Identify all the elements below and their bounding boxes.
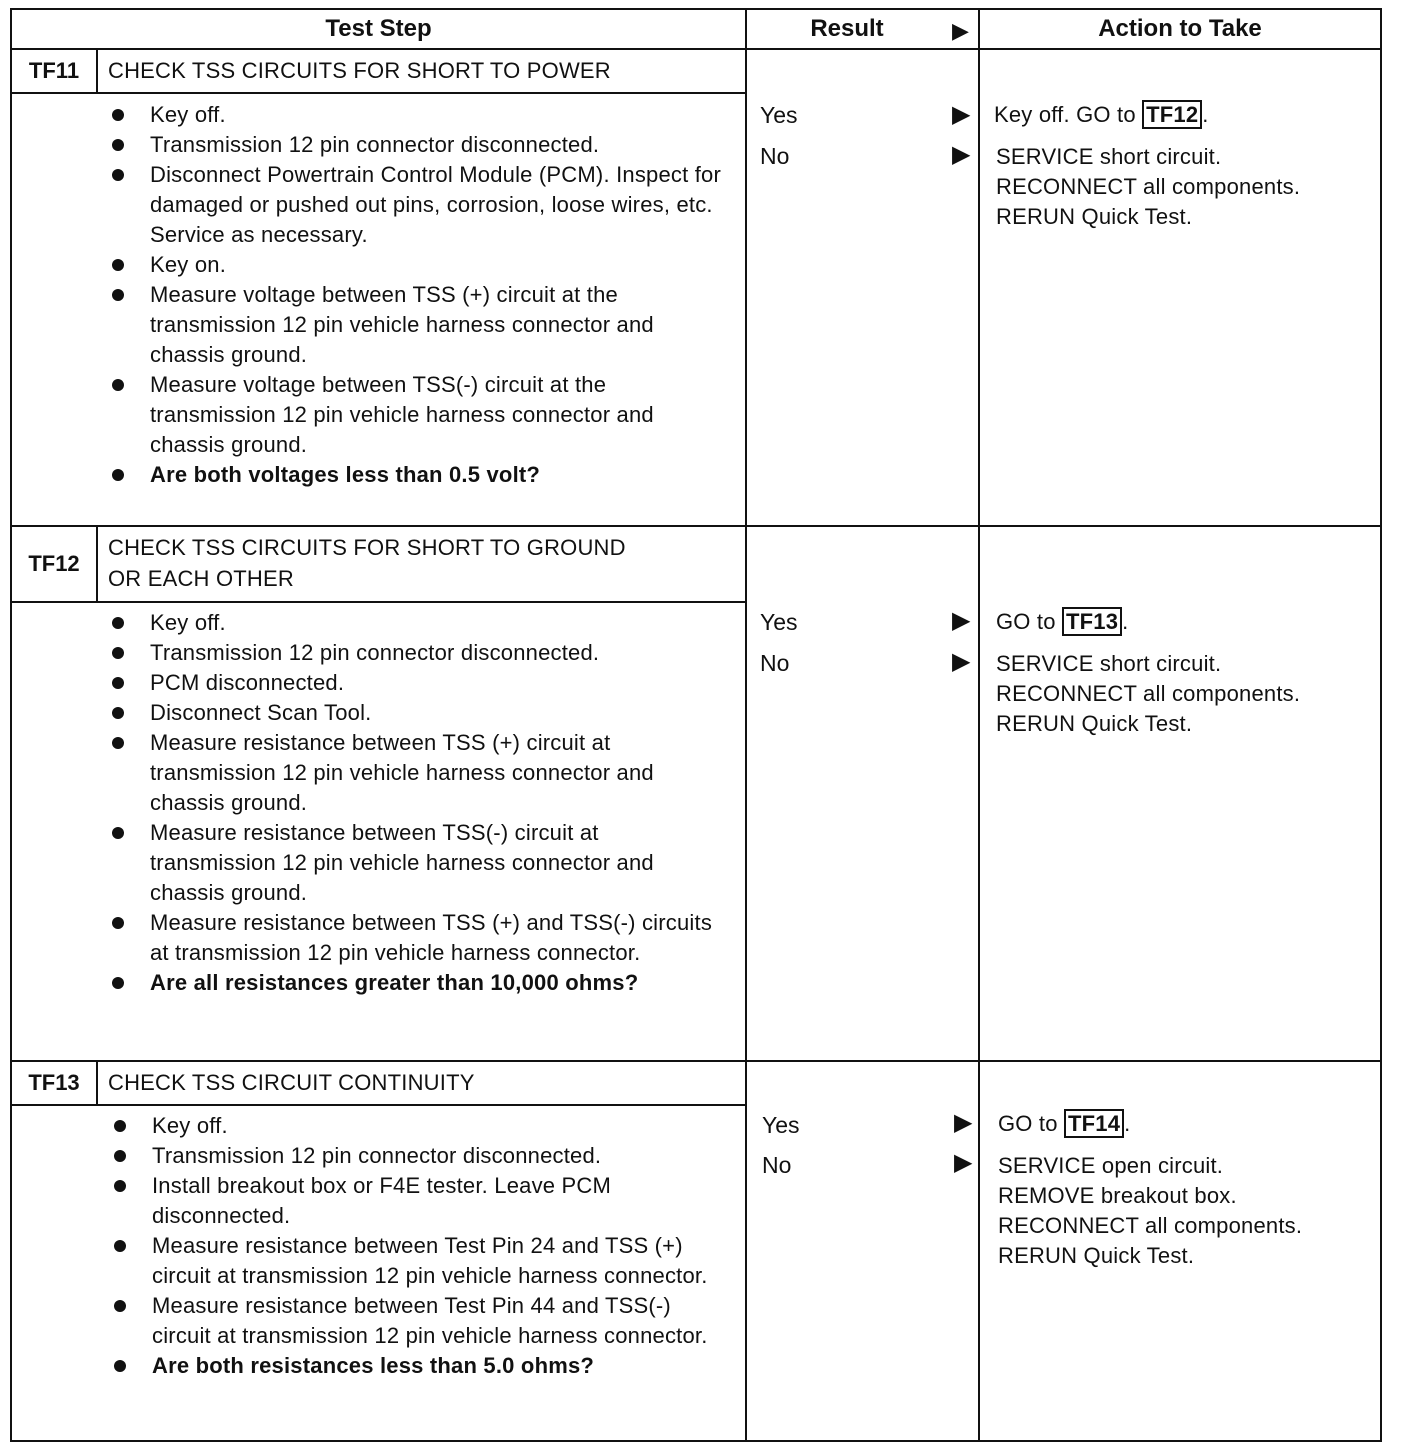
- action-line: RECONNECT all components.: [996, 174, 1301, 199]
- arrow-icon: ▶: [954, 1149, 973, 1176]
- step-title: CHECK TSS CIRCUIT CONTINUITY: [108, 1070, 475, 1095]
- action-line: SERVICE open circuit.: [998, 1153, 1224, 1178]
- step-question: Are both voltages less than 0.5 volt?: [110, 460, 730, 490]
- action-line: RERUN Quick Test.: [996, 711, 1193, 736]
- action-no: [998, 1151, 1378, 1271]
- action-suffix: .: [1122, 609, 1129, 634]
- list-item: Key on.: [110, 250, 730, 280]
- list-item: Measure resistance between Test Pin 24 and TSS (+) circuit at transmission 12 pin vehicle harness connector.: [112, 1231, 732, 1291]
- result-no: No: [760, 143, 790, 169]
- step-question: Are both resistances less than 5.0 ohms?: [112, 1351, 732, 1381]
- step-question: Are all resistances greater than 10,000 ohms?: [110, 968, 730, 998]
- step-reference-link[interactable]: TF14: [1064, 1109, 1124, 1138]
- step-reference-link[interactable]: TF12: [1142, 100, 1202, 129]
- result-yes: Yes: [760, 609, 798, 635]
- step-header-tf13: [12, 1060, 747, 1106]
- step-reference-link[interactable]: TF13: [1062, 607, 1122, 636]
- action-line: REMOVE breakout box.: [998, 1183, 1237, 1208]
- list-item: Key off.: [110, 608, 730, 638]
- header-result: Result: [810, 15, 884, 42]
- list-item: Measure voltage between TSS(-) circuit at the transmission 12 pin vehicle harness connector and chassis ground.: [110, 370, 730, 460]
- action-no: [996, 649, 1376, 739]
- action-suffix: .: [1202, 102, 1209, 127]
- header-action: Action to Take: [1098, 15, 1262, 42]
- action-yes: [994, 100, 1374, 130]
- result-no: No: [760, 650, 790, 676]
- list-item: Key off.: [112, 1111, 732, 1141]
- action-line: SERVICE short circuit.: [996, 651, 1222, 676]
- step-title: CHECK TSS CIRCUITS FOR SHORT TO POWER: [108, 58, 611, 83]
- result-yes: Yes: [762, 1112, 800, 1138]
- step-bullets-tf11: [110, 100, 730, 490]
- action-line: SERVICE short circuit.: [996, 144, 1222, 169]
- arrow-icon: ▶: [954, 1109, 973, 1136]
- list-item: Measure resistance between TSS (+) circuit at transmission 12 pin vehicle harness connector and chassis ground.: [110, 728, 730, 818]
- list-item: PCM disconnected.: [110, 668, 730, 698]
- header-test-step: Test Step: [325, 15, 432, 42]
- step-id: TF12: [12, 527, 98, 601]
- action-text: Key off. GO to: [994, 102, 1143, 127]
- step-bullets-tf13: [112, 1111, 732, 1381]
- list-item: Measure voltage between TSS (+) circuit at the transmission 12 pin vehicle harness connector and chassis ground.: [110, 280, 730, 370]
- column-divider-action: [978, 10, 980, 1440]
- action-yes: [996, 607, 1376, 637]
- action-line: RECONNECT all components.: [998, 1213, 1303, 1238]
- action-line: RERUN Quick Test.: [998, 1243, 1195, 1268]
- step-header-tf12: [12, 525, 747, 603]
- action-text: GO to: [998, 1111, 1064, 1136]
- step-header-tf11: [12, 48, 747, 94]
- list-item: Disconnect Powertrain Control Module (PCM). Inspect for damaged or pushed out pins, corrosion, loose wires, etc. Service as necessary.: [110, 160, 730, 250]
- step-title-line: CHECK TSS CIRCUITS FOR SHORT TO GROUND: [108, 535, 626, 560]
- list-item: Measure resistance between TSS(-) circuit at transmission 12 pin vehicle harness connector and chassis ground.: [110, 818, 730, 908]
- action-line: RECONNECT all components.: [996, 681, 1301, 706]
- action-line: RERUN Quick Test.: [996, 204, 1193, 229]
- column-divider-result: [745, 10, 747, 1440]
- arrow-icon: ▶: [952, 101, 971, 128]
- step-id: TF13: [12, 1062, 98, 1104]
- list-item: Transmission 12 pin connector disconnected.: [110, 130, 730, 160]
- list-item: Measure resistance between Test Pin 44 and TSS(-) circuit at transmission 12 pin vehicle harness connector.: [112, 1291, 732, 1351]
- list-item: Key off.: [110, 100, 730, 130]
- list-item: Measure resistance between TSS (+) and TSS(-) circuits at transmission 12 pin vehicle harness connector.: [110, 908, 730, 968]
- action-yes: [998, 1109, 1378, 1139]
- arrow-icon: ▶: [952, 141, 971, 168]
- result-yes: Yes: [760, 102, 798, 128]
- list-item: Install breakout box or F4E tester. Leave PCM disconnected.: [112, 1171, 732, 1231]
- result-no: No: [762, 1152, 792, 1178]
- arrow-icon: ▶: [952, 648, 971, 675]
- list-item: Disconnect Scan Tool.: [110, 698, 730, 728]
- step-title-line: OR EACH OTHER: [108, 566, 294, 591]
- action-no: [996, 142, 1376, 232]
- list-item: Transmission 12 pin connector disconnected.: [112, 1141, 732, 1171]
- arrow-icon: ▶: [952, 607, 971, 634]
- step-id: TF11: [12, 50, 98, 92]
- step-bullets-tf12: [110, 608, 730, 998]
- header-arrow-icon: ▶: [952, 18, 969, 43]
- diagnostic-table: [10, 8, 1382, 1442]
- list-item: Transmission 12 pin connector disconnected.: [110, 638, 730, 668]
- step-title: [108, 532, 626, 594]
- action-suffix: .: [1124, 1111, 1131, 1136]
- action-text: GO to: [996, 609, 1062, 634]
